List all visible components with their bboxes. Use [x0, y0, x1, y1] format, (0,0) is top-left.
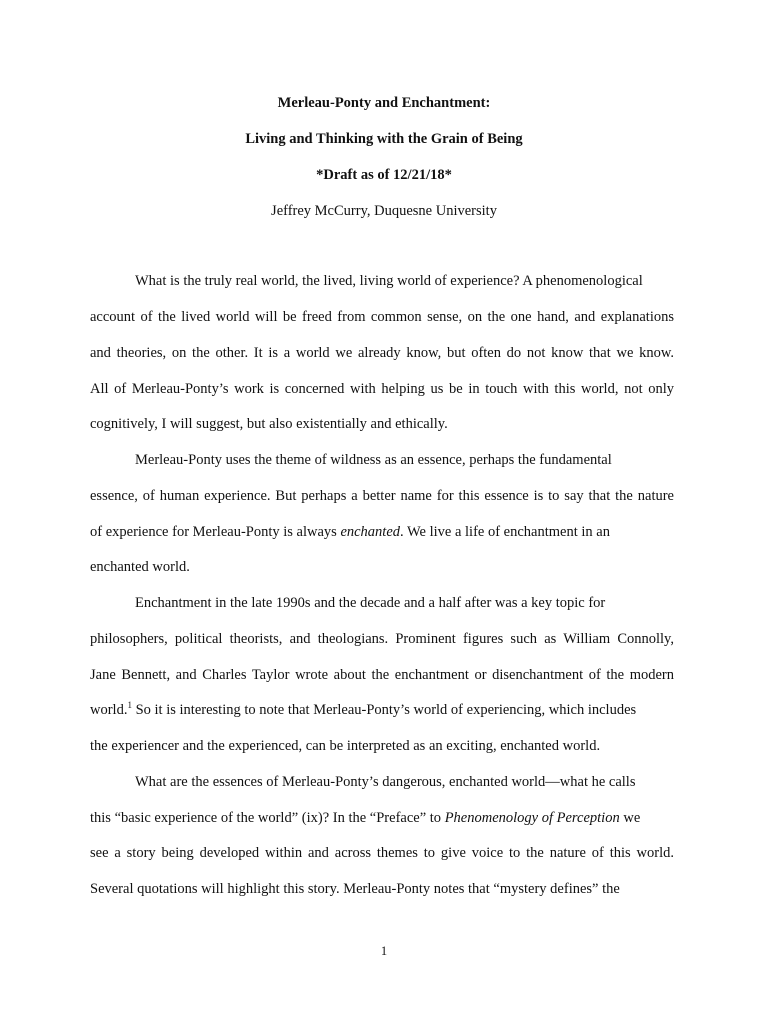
body-line: Several quotations will highlight this story. Merleau-Ponty notes that “mystery defines” the [90, 881, 620, 897]
body-line: All of Merleau-Ponty’s work is concerned with helping us be in touch with this world, not only [90, 381, 674, 397]
body-line: Enchantment in the late 1990s and the decade and a half after was a key topic for [135, 595, 606, 611]
book-title: Phenomenology of Perception [444, 810, 620, 826]
body-text: So it is interesting to note that Merleau-Ponty’s world of experiencing, which includes [131, 702, 637, 718]
document-title: Merleau-Ponty and Enchantment: [277, 95, 491, 111]
body-line: cognitively, I will suggest, but also existentially and ethically. [90, 416, 448, 432]
body-line: philosophers, political theorists, and theologians. Prominent figures such as William Connolly, [90, 631, 674, 647]
body-line: the experiencer and the experienced, can be interpreted as an exciting, enchanted world. [90, 738, 601, 754]
draft-note: *Draft as of 12/21/18* [316, 167, 452, 183]
body-line: account of the lived world will be freed from common sense, on the one hand, and explanations [90, 309, 674, 325]
body-line: see a story being developed within and across themes to give voice to the nature of this world. [90, 845, 674, 861]
body-text: world. [90, 702, 128, 718]
body-line: and theories, on the other. It is a world we already know, but often do not know that we know. [90, 345, 674, 361]
body-line: What are the essences of Merleau-Ponty’s dangerous, enchanted world—what he calls [135, 774, 636, 790]
body-text: we [619, 810, 641, 826]
body-line: What is the truly real world, the lived, living world of experience? A phenomenological [135, 273, 643, 289]
body-text: of experience for Merleau-Ponty is always [90, 524, 341, 540]
body-line: enchanted world. [90, 559, 190, 575]
emphasis-text: enchanted [340, 524, 401, 540]
author-line: Jeffrey McCurry, Duquesne University [271, 203, 497, 219]
body-line: Merleau-Ponty uses the theme of wildness as an essence, perhaps the fundamental [135, 452, 612, 468]
page-number: 1 [380, 944, 388, 958]
body-line [90, 523, 610, 541]
footnote-marker[interactable]: 1 [127, 700, 132, 711]
document-subtitle: Living and Thinking with the Grain of Being [245, 131, 523, 147]
body-line: essence, of human experience. But perhaps a better name for this essence is to say that the nature [90, 488, 674, 504]
body-text: this “basic experience of the world” (ix)? In the “Preface” to [90, 810, 445, 826]
body-line: Jane Bennett, and Charles Taylor wrote about the enchantment or disenchantment of the modern [90, 667, 674, 683]
body-text: . We live a life of enchantment in an [400, 524, 610, 540]
body-line [90, 701, 636, 719]
body-line [90, 809, 640, 827]
